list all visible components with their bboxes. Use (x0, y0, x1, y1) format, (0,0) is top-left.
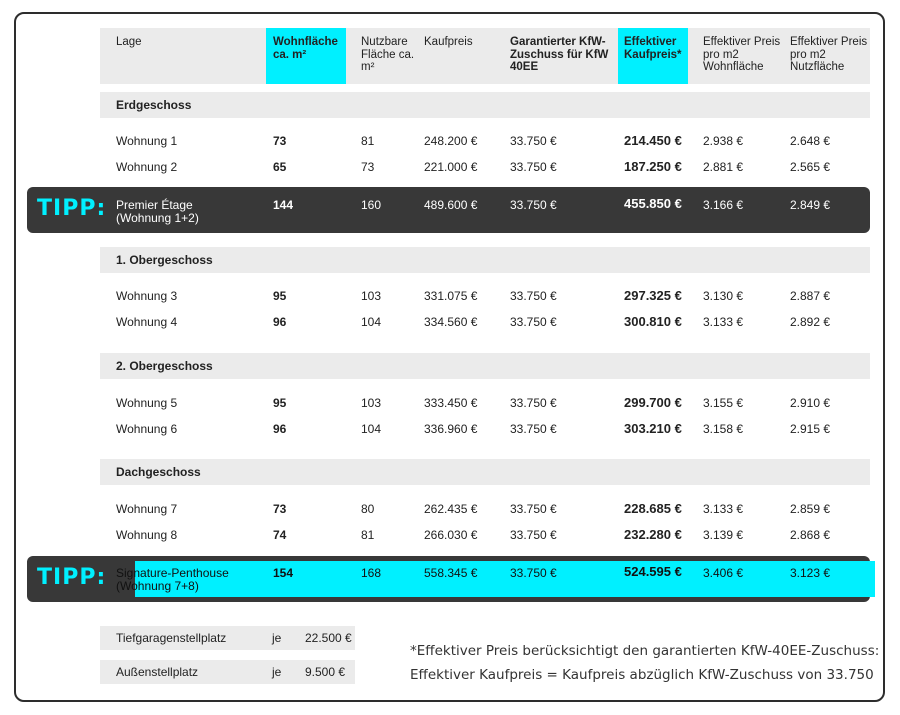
row-wohnflaeche: 95 (273, 396, 287, 410)
row-effektiv: 455.850 € (624, 196, 682, 211)
row-preis-wohn: 3.158 € (703, 422, 744, 436)
row-preis-nutz: 2.859 € (790, 502, 831, 516)
extra-label: Außenstellplatz (116, 665, 199, 679)
table-row (0, 528, 900, 544)
row-kaufpreis: 266.030 € (424, 528, 478, 542)
row-preis-wohn: 3.130 € (703, 289, 744, 303)
row-kaufpreis: 336.960 € (424, 422, 478, 436)
extra-je: je (272, 631, 282, 645)
row-zuschuss: 33.750 € (510, 315, 557, 329)
row-nutzflaeche: 168 (361, 566, 382, 580)
row-nutzflaeche: 81 (361, 134, 375, 148)
row-name: Wohnung 7 (116, 502, 178, 516)
table-row (0, 315, 900, 331)
extra-aussenstellplatz (100, 660, 355, 684)
row-nutzflaeche: 103 (361, 396, 382, 410)
row-wohnflaeche: 154 (273, 566, 294, 580)
row-kaufpreis: 331.075 € (424, 289, 478, 303)
table-row (0, 160, 900, 176)
row-name-sub: (Wohnung 7+8) (116, 579, 199, 593)
row-name: Wohnung 3 (116, 289, 178, 303)
tipp-row-signature-penthouse (27, 556, 870, 602)
row-name: Wohnung 1 (116, 134, 178, 148)
row-name: Wohnung 6 (116, 422, 178, 436)
row-kaufpreis: 221.000 € (424, 160, 478, 174)
header-preis-wohnflaeche: Effektiver Preis pro m2 Wohnfläche (703, 36, 781, 73)
row-wohnflaeche: 73 (273, 134, 287, 148)
row-zuschuss: 33.750 € (510, 160, 557, 174)
section-title: 2. Obergeschoss (116, 359, 213, 373)
row-nutzflaeche: 81 (361, 528, 375, 542)
row-zuschuss: 33.750 € (510, 198, 557, 212)
row-wohnflaeche: 144 (273, 198, 294, 212)
tipp-row-premier-etage (27, 187, 870, 233)
row-effektiv: 214.450 € (624, 133, 682, 148)
row-name: Premier Étage (116, 198, 193, 212)
row-zuschuss: 33.750 € (510, 528, 557, 542)
header-wohnflaeche: Wohnfläche ca. m² (273, 36, 338, 61)
extra-label: Tiefgaragenstellplatz (116, 631, 227, 645)
row-preis-nutz: 2.565 € (790, 160, 831, 174)
row-zuschuss: 33.750 € (510, 566, 557, 580)
row-wohnflaeche: 73 (273, 502, 287, 516)
row-wohnflaeche: 95 (273, 289, 287, 303)
row-zuschuss: 33.750 € (510, 134, 557, 148)
section-dachgeschoss (100, 459, 870, 485)
tipp-label: TIPP: (37, 196, 107, 221)
row-preis-wohn: 3.133 € (703, 502, 744, 516)
row-name-sub: (Wohnung 1+2) (116, 211, 199, 225)
row-preis-nutz: 2.849 € (790, 198, 831, 212)
row-effektiv: 187.250 € (624, 159, 682, 174)
section-title: Erdgeschoss (116, 98, 192, 112)
row-effektiv: 300.810 € (624, 314, 682, 329)
table-row (0, 396, 900, 412)
row-wohnflaeche: 96 (273, 315, 287, 329)
header-preis-nutzflaeche: Effektiver Preis pro m2 Nutzfläche (790, 36, 868, 73)
row-preis-wohn: 2.881 € (703, 160, 744, 174)
row-effektiv: 524.595 € (624, 564, 682, 579)
row-effektiv: 303.210 € (624, 421, 682, 436)
row-name: Wohnung 8 (116, 528, 178, 542)
row-kaufpreis: 489.600 € (424, 198, 478, 212)
row-wohnflaeche: 65 (273, 160, 287, 174)
table-row (0, 134, 900, 150)
row-effektiv: 299.700 € (624, 395, 682, 410)
extra-price: 22.500 € (305, 631, 352, 645)
header-kfw-zuschuss: Garantierter KfW-Zuschuss für KfW 40EE (510, 36, 609, 73)
row-preis-wohn: 3.155 € (703, 396, 744, 410)
row-preis-wohn: 3.133 € (703, 315, 744, 329)
row-preis-nutz: 2.887 € (790, 289, 831, 303)
row-preis-nutz: 2.910 € (790, 396, 831, 410)
header-lage: Lage (116, 36, 142, 48)
row-name: Signature-Penthouse (116, 566, 229, 580)
row-name: Wohnung 2 (116, 160, 178, 174)
section-erdgeschoss (100, 92, 870, 118)
footnote-line-1: *Effektiver Preis berücksichtigt den garantierten KfW-40EE-Zuschuss: (410, 643, 880, 659)
table-row (0, 289, 900, 305)
extra-je: je (272, 665, 282, 679)
row-effektiv: 228.685 € (624, 501, 682, 516)
section-2-obergeschoss (100, 353, 870, 379)
row-kaufpreis: 248.200 € (424, 134, 478, 148)
extra-tiefgaragenstellplatz (100, 626, 355, 650)
extra-price: 9.500 € (305, 665, 346, 679)
row-nutzflaeche: 160 (361, 198, 382, 212)
row-nutzflaeche: 104 (361, 422, 382, 436)
header-kaufpreis: Kaufpreis (424, 36, 473, 48)
row-nutzflaeche: 104 (361, 315, 382, 329)
row-kaufpreis: 262.435 € (424, 502, 478, 516)
table-row (0, 422, 900, 438)
row-preis-wohn: 3.139 € (703, 528, 744, 542)
row-nutzflaeche: 73 (361, 160, 375, 174)
footnote-line-2: Effektiver Kaufpreis = Kaufpreis abzüglich KfW-Zuschuss von 33.750 (410, 667, 874, 683)
row-wohnflaeche: 96 (273, 422, 287, 436)
row-preis-wohn: 3.406 € (703, 566, 744, 580)
row-preis-nutz: 2.892 € (790, 315, 831, 329)
row-name: Wohnung 4 (116, 315, 178, 329)
tipp-label: TIPP: (37, 565, 107, 590)
row-nutzflaeche: 80 (361, 502, 375, 516)
row-zuschuss: 33.750 € (510, 289, 557, 303)
row-kaufpreis: 558.345 € (424, 566, 478, 580)
row-preis-nutz: 2.648 € (790, 134, 831, 148)
row-kaufpreis: 334.560 € (424, 315, 478, 329)
row-effektiv: 297.325 € (624, 288, 682, 303)
row-preis-nutz: 2.915 € (790, 422, 831, 436)
row-preis-wohn: 2.938 € (703, 134, 744, 148)
row-preis-wohn: 3.166 € (703, 198, 744, 212)
row-name: Wohnung 5 (116, 396, 178, 410)
header-effektiver-kaufpreis: Effektiver Kaufpreis* (624, 36, 682, 61)
row-effektiv: 232.280 € (624, 527, 682, 542)
section-title: 1. Obergeschoss (116, 253, 213, 267)
row-wohnflaeche: 74 (273, 528, 287, 542)
row-preis-nutz: 3.123 € (790, 566, 831, 580)
row-nutzflaeche: 103 (361, 289, 382, 303)
header-nutzbare-flaeche: Nutzbare Fläche ca. m² (361, 36, 415, 73)
row-zuschuss: 33.750 € (510, 396, 557, 410)
row-zuschuss: 33.750 € (510, 502, 557, 516)
section-1-obergeschoss (100, 247, 870, 273)
row-kaufpreis: 333.450 € (424, 396, 478, 410)
table-row (0, 502, 900, 518)
section-title: Dachgeschoss (116, 465, 201, 479)
row-preis-nutz: 2.868 € (790, 528, 831, 542)
row-zuschuss: 33.750 € (510, 422, 557, 436)
